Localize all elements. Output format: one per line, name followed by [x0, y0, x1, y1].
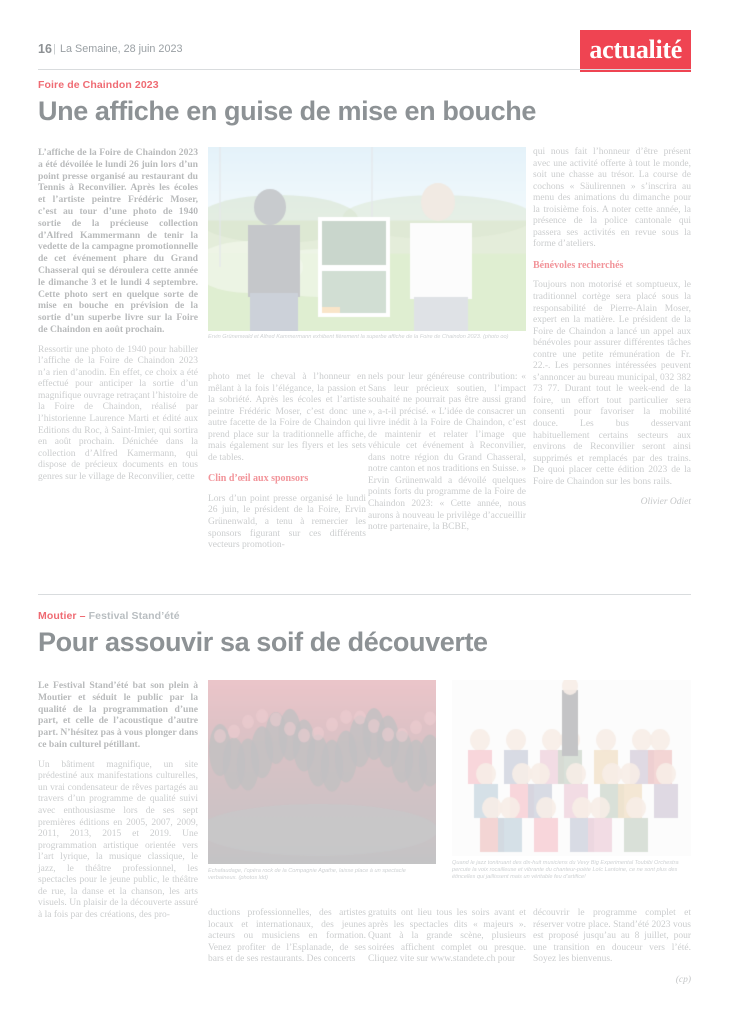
- article-2-photo-left-caption: Echafaudage, l’opéra rock de la Compagnie Agathe, laisse place à un spectacle verbaineux. (photos ldd): [208, 868, 406, 882]
- masthead-rule: [38, 69, 691, 70]
- article-1-headline: Une affiche en guise de mise en bouche: [38, 96, 536, 126]
- article-1-subhead-sponsors: Clin d’œil aux sponsors: [208, 473, 309, 485]
- article-separator-rule: [38, 594, 691, 595]
- article-1-column-1: [38, 147, 198, 492]
- article-2-photo-left: [208, 680, 436, 864]
- article-1-subhead-benevoles: Bénévoles recherchés: [533, 259, 624, 271]
- folio-separator: |: [53, 43, 56, 55]
- article-1-c1-p1: Ressortir une photo de 1940 pour habiller l’affiche de la Foire de Chaindon 2023 n’a rien d’anodin. En effet, ce choix a été effectué pour anticiper la sortie d’un magnifique ouvrage retraçant l’histoire de la Foire de Chaindon, réalisé par l’historienne Laurence Marti et édité aux Editions du Roc, à Saint-Imier, qui sortira en août prochain. Dénichée dans la collection d’Alfred Kamermann, qui dispose de précieux documents en tous genres sur le village de Reconvilier, cette: [38, 344, 198, 482]
- masthead: [38, 35, 691, 70]
- article-1-kicker-main: Foire de Chaindon 2023: [38, 79, 159, 91]
- article-1-column-3: [368, 372, 526, 543]
- article-1-c4-p1: qui nous fait l’honneur d’être présent avec une activité offerte à tout le monde, soit une chasse au trésor. La course de cochons « Säulirennen » s’inscrira au menu des animations du dimanche pour la troisième fois. A noter cette année, la présence de la police cantonale qui passera ses activités en revue sous la forme d’ateliers.: [533, 147, 691, 250]
- article-1-signature: Olivier Odiet: [640, 497, 691, 508]
- page-number: 16: [38, 42, 52, 56]
- article-2-c1-p1: Un bâtiment magnifique, un site prédestiné aux manifestations culturelles, un vrai condensateur de rêves partagés au travers d’un programme de qualité suivi avec enthousiasme lors de ses sept premières éditions en 2005, 2007, 2009, 2011, 2013, 2015 et 2019. Une programmation artistique orientée vers l’art lyrique, la musique classique, le jazz, le théâtre professionnel, les spectacles pour le jeune public, le théâtre de rue, la danse et la chanson, les arts visuels. Un plaisir de la découverte assuré à la fois par des créations, des pro-: [38, 759, 198, 920]
- article-2-photo-right-caption: Quand le jazz tonitruant des dix-huit musiciens du Vevy Big Experimental Toubibi Orchestra percute la voix rocailleuse et vibrante du chanteur-poète Loïc Lantoine, ce ne sont plus des étincelles qui jaillissent mais un véritable feu d’artifice!: [452, 860, 679, 881]
- article-1-lede: L’affiche de la Foire de Chaindon 2023 a été dévoilée le lundi 26 juin lors d’un point presse organisé au restaurant du Tennis à Reconvilier. Après les écoles et l’artiste peintre Frédéric Moser, c’est au tour d’une photo de 1940 sortie de la précieuse collection d’Alfred Kammermann de tenir la vedette de la campagne promotionnelle de cet événement phare du Grand Chasseral qui se déroulera cette année le dimanche 3 et le lundi 4 septembre. Cette photo sert en quelque sorte de mise en bouche en prévision de la sortie d’un superbe livre sur la Foire de Chaindon en août prochain.: [38, 147, 198, 335]
- article-2-c2-p1: ductions professionnelles, des artistes locaux et internationaux, des jeunes acteurs ou musiciens en formation. Venez profiter de l’Esplanade, de ses bars et de ses restaurants. Des concerts: [208, 908, 366, 965]
- article-2-c4-p1: découvrir le programme complet et réserver votre place. Stand’été 2023 vous est proposé jusqu’au au 8 juillet, pour une transition en douceur vers l’été. Soyez les bienvenus.: [533, 908, 691, 965]
- article-1-photo-caption: Ervin Grünenwald et Alfred Kammermann exhibent fièrement la superbe affiche de la Foire de Chaindon 2023. (photo oo): [208, 334, 509, 340]
- article-1-column-2: [208, 372, 366, 561]
- article-2-column-1: [38, 680, 198, 930]
- article-2-signature: (cp): [675, 974, 691, 985]
- article-2-column-2: [208, 908, 366, 975]
- article-2-photo-right: [452, 680, 691, 856]
- issue-line: La Semaine, 28 juin 2023: [60, 43, 183, 55]
- article-2-kicker-main: Moutier –: [38, 610, 86, 622]
- article-1-c2-p2: Lors d’un point presse organisé le lundi 26 juin, le président de la Foire, Ervin Grünenwald, a tenu à remercier les sponsors figurant sur ces différents vecteurs promotion-: [208, 493, 366, 551]
- article-1-photo: [208, 147, 526, 331]
- article-1-c2-p1: photo met le cheval à l’honneur en mêlant à la fois l’élégance, la passion et la sobriété. Après les écoles et l’artiste peintre Frédéric Moser, c’est donc une autre facette de la Foire de Chaindon qui prend place sur la traditionnelle affiche, mais également sur les flyers et les sets de tables.: [208, 372, 366, 463]
- article-1-kicker: [38, 79, 159, 91]
- article-1-c4-p2: Toujours non motorisé et somptueux, le traditionnel cortège sera placé sous la responsabilité de Pierre-Alain Moser, expert en la matière. Le président de la Foire de Chaindon a lancé un appel aux bénévoles pour assurer différentes tâches contre une petite rémunération de Fr. 22.-. Les personnes intéressées peuvent s’annoncer au bureau municipal, 032 382 73 77. Durant tout le week-end de la foire, un effort tout particulier sera consenti pour favoriser la mobilité douce. Les bus desservant habituellement certains secteurs aux environs de Reconvilier seront ainsi supprimés et remplacés par des trains. De quoi placer cette édition 2023 de la Foire de Chaindon sur les bons rails.: [533, 280, 691, 487]
- section-badge: actualité: [580, 30, 691, 72]
- article-1-column-4: [533, 147, 691, 518]
- article-2-kicker-sub: Festival Stand’été: [88, 610, 180, 622]
- article-2-headline: Pour assouvir sa soif de découverte: [38, 627, 488, 657]
- article-2-kicker: [38, 610, 180, 622]
- article-2-lede: Le Festival Stand’été bat son plein à Moutier et séduit le public par la qualité de la programmation d’une part, et celle de l’acoustique d’autre part. N’hésitez pas à vous plonger dans ce bain culturel pétillant.: [38, 680, 199, 750]
- article-2-column-3: [368, 908, 526, 975]
- article-1-c3-p1: nels pour leur généreuse contribution: « Sans leur précieux soutien, l’impact souhaité ne pourrait pas être aussi grand », a-t-il précisé. « L’idée de consacrer un livre inédit à la Foire de Chaindon, c’est de maintenir et relater l’image que véhicule cet événement à Reconvilier, dans notre région du Grand Chasseral, notre canton et nos traditions en Suisse. » Ervin Grünenwald a dévoilé quelques points forts du programme de la Foire de Chaindon 2023: « Cette année, nous aurons à nouveau le privilège d’accueillir notre partenaire, la BCBE,: [368, 372, 526, 533]
- article-2-column-4: [533, 908, 691, 995]
- article-2-c3-p1: gratuits ont lieu tous les soirs avant et après les spectacles dits « majeurs ». Quant à la grande scène, plusieurs soirées affichent complet ou presque. Cliquez vite sur www.standete.ch pour: [368, 908, 526, 965]
